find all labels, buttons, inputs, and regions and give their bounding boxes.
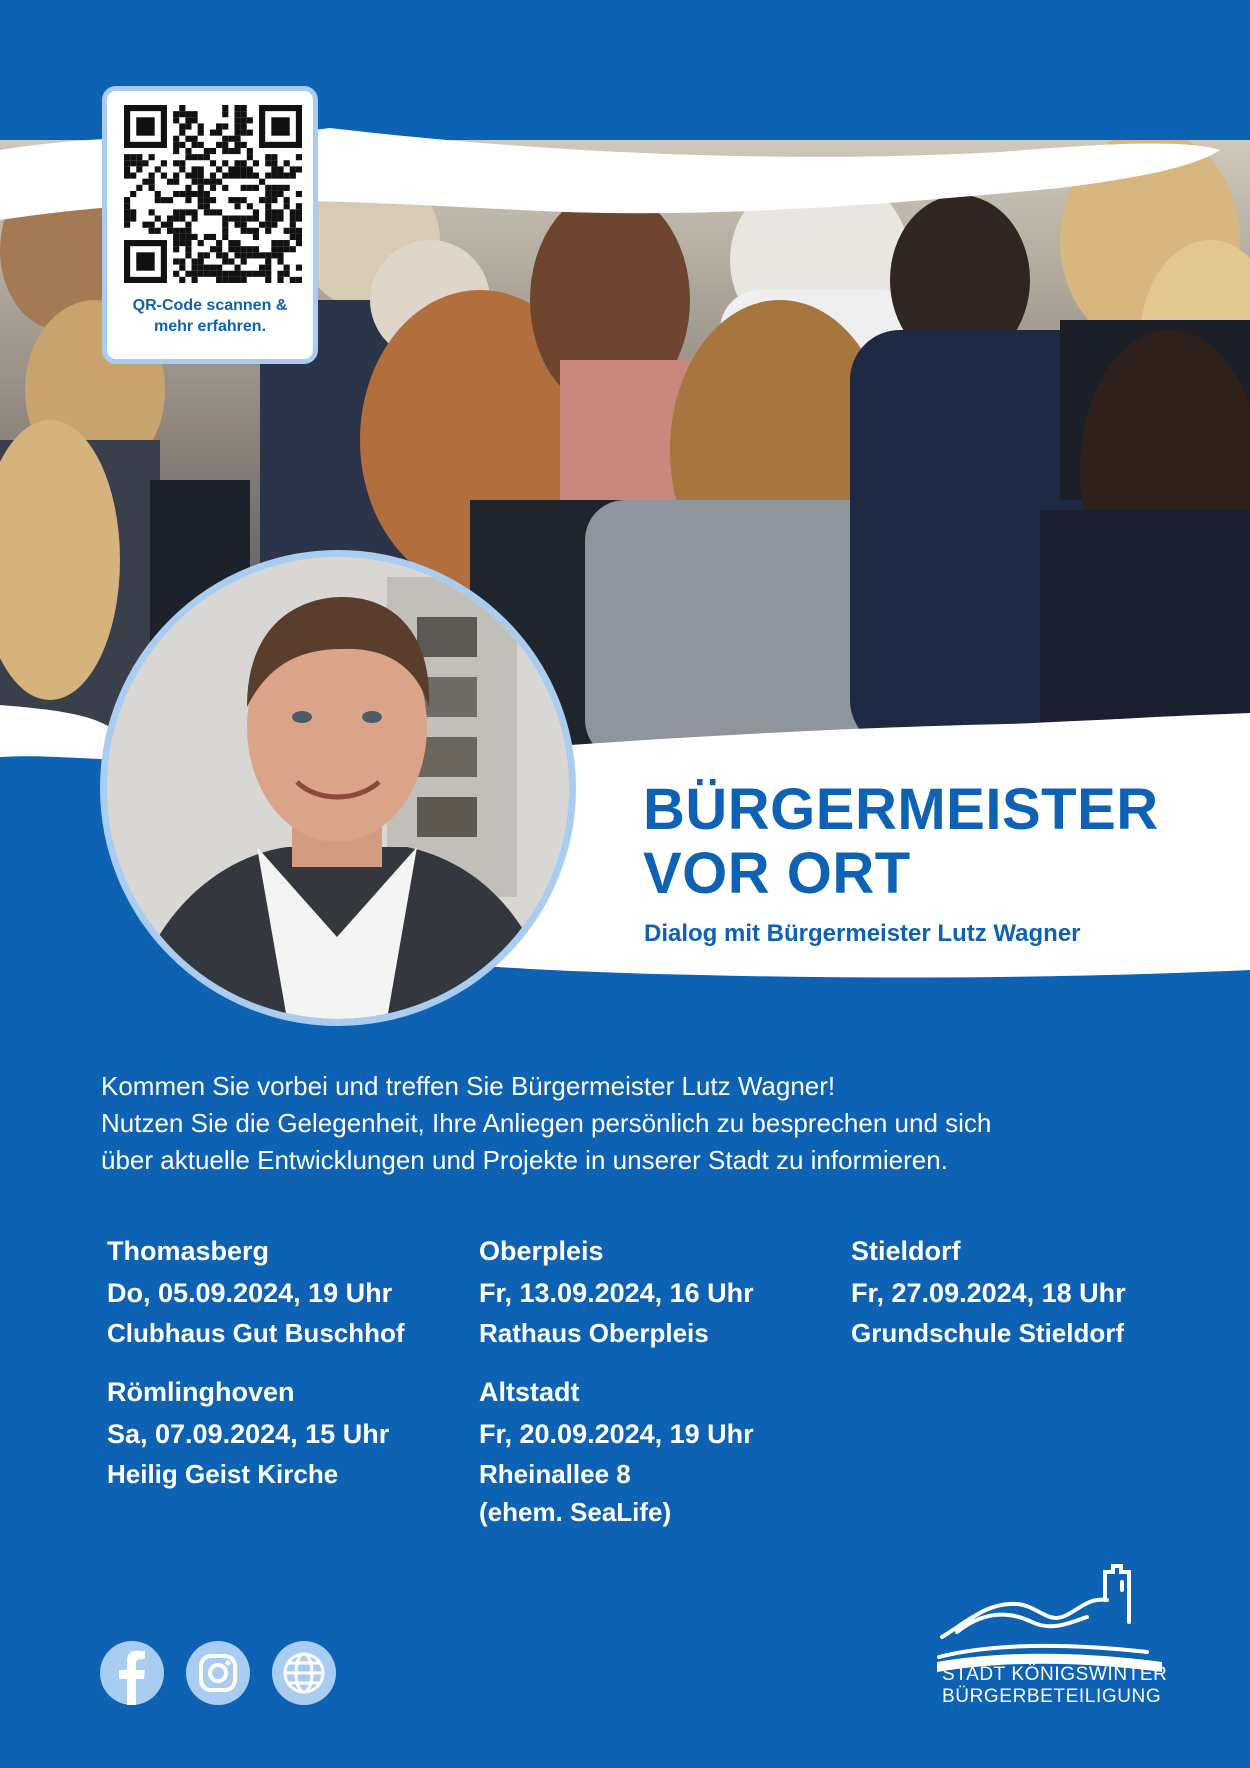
event-roemlinghoven	[107, 1371, 389, 1493]
logo-text-line-2: BÜRGERBETEILIGUNG	[942, 1686, 1162, 1707]
event-date: Sa, 07.09.2024, 15 Uhr	[107, 1419, 390, 1449]
headline	[643, 778, 1159, 906]
event-date: Do, 05.09.2024, 19 Uhr	[107, 1278, 393, 1308]
qr-code-card[interactable]	[102, 86, 318, 364]
headline-line-2: VOR ORT	[643, 841, 911, 906]
event-venue: Heilig Geist Kirche	[107, 1459, 339, 1489]
intro-line-2: Nutzen Sie die Gelegenheit, Ihre Anliegen persönlich zu besprechen und sich	[101, 1108, 992, 1138]
event-place: Oberpleis	[479, 1236, 604, 1266]
logo-text-line-1: STADT KÖNIGSWINTER	[942, 1664, 1168, 1685]
intro-text	[101, 1068, 1181, 1179]
qr-caption-line-1: QR-Code scannen &	[132, 297, 288, 314]
intro-line-3: über aktuelle Entwicklungen und Projekte in unserer Stadt zu informieren.	[101, 1145, 948, 1175]
event-date: Fr, 13.09.2024, 16 Uhr	[479, 1278, 754, 1308]
event-place: Römlinghoven	[107, 1377, 295, 1407]
event-venue: Grundschule Stieldorf	[851, 1318, 1125, 1348]
event-place: Thomasberg	[107, 1236, 270, 1266]
event-venue: Rheinallee 8	[479, 1459, 631, 1489]
event-date: Fr, 20.09.2024, 19 Uhr	[479, 1419, 754, 1449]
qr-code-icon[interactable]	[124, 105, 302, 283]
qr-caption	[107, 295, 313, 337]
event-venue-note: (ehem. SeaLife)	[479, 1497, 672, 1527]
intro-line-1: Kommen Sie vorbei und treffen Sie Bürgermeister Lutz Wagner!	[101, 1071, 836, 1101]
facebook-icon[interactable]	[100, 1641, 164, 1705]
event-venue: Clubhaus Gut Buschhof	[107, 1318, 405, 1348]
headline-subtitle: Dialog mit Bürgermeister Lutz Wagner	[644, 920, 1081, 947]
event-stieldorf	[851, 1230, 1126, 1352]
event-thomasberg	[107, 1230, 405, 1352]
event-place: Stieldorf	[851, 1236, 961, 1266]
event-place: Altstadt	[479, 1377, 580, 1407]
mayor-portrait	[100, 550, 576, 1026]
globe-icon[interactable]	[272, 1641, 336, 1705]
instagram-icon[interactable]	[186, 1641, 250, 1705]
qr-caption-line-2: mehr erfahren.	[153, 318, 267, 335]
event-date: Fr, 27.09.2024, 18 Uhr	[851, 1278, 1126, 1308]
event-altstadt	[479, 1371, 754, 1531]
event-oberpleis	[479, 1230, 754, 1352]
headline-line-1: BÜRGERMEISTER	[643, 777, 1159, 842]
event-venue: Rathaus Oberpleis	[479, 1318, 709, 1348]
